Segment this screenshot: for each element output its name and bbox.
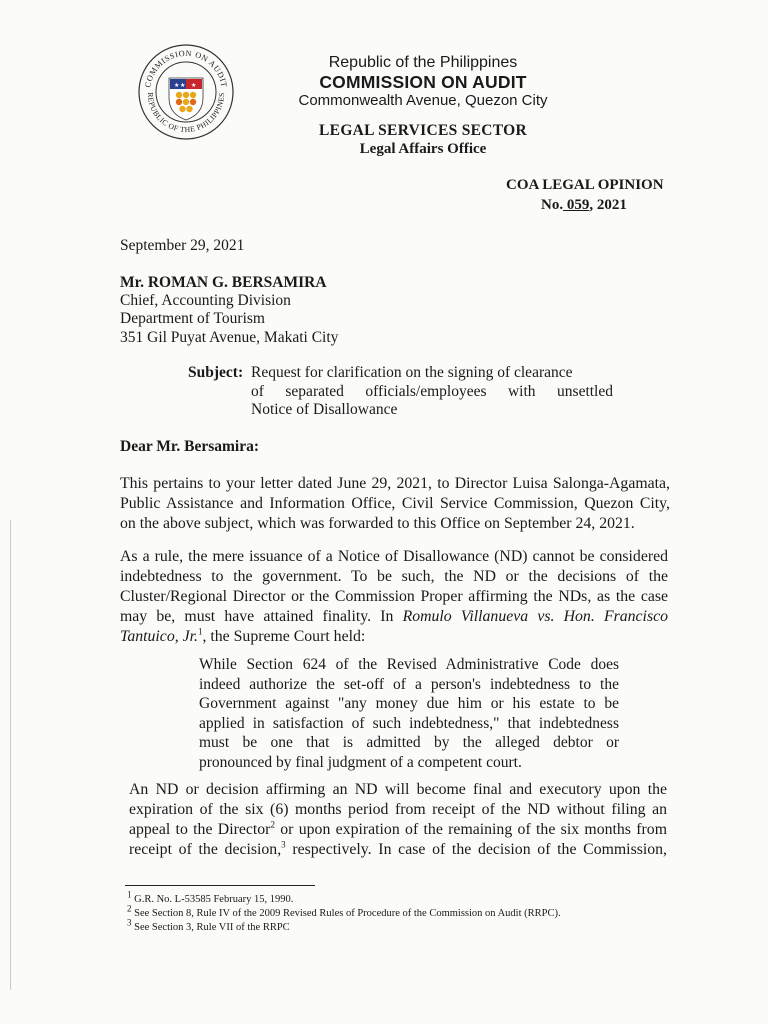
paragraph-3-line: appeal to the Director$^2$ or upon expiration of the remaining of the six months from bbox=[129, 819, 667, 838]
paragraph-2-line: indebtedness to the government. To be such, the ND or the decisions of the bbox=[120, 568, 668, 585]
svg-text:★: ★ bbox=[191, 83, 197, 89]
quote-line: While Section 624 of the Revised Administrative Code does bbox=[199, 656, 619, 673]
coa-seal-icon bbox=[136, 42, 236, 142]
footnote-3: $^3$ See Section 3, Rule VII of the RRPC bbox=[127, 917, 290, 933]
svg-text:★: ★ bbox=[180, 83, 186, 89]
paragraph-3-line: receipt of the decision,$^3$ respectively. In case of the decision of the Commission, bbox=[129, 839, 667, 858]
footnote-1: $^1$ G.R. No. L-53585 February 15, 1990. bbox=[127, 889, 294, 905]
addressee-department: Department of Tourism bbox=[120, 310, 265, 327]
quote-line: Government against "any money due him or his estate to be bbox=[199, 695, 619, 712]
subject-label: Subject: bbox=[188, 364, 244, 381]
paragraph-1 bbox=[120, 474, 670, 534]
footnote-ref-3: 3 bbox=[281, 839, 286, 850]
footnote-ref-1: 1 bbox=[197, 626, 203, 637]
addressee-position: Chief, Accounting Division bbox=[120, 292, 291, 309]
paragraph-1-line: This pertains to your letter dated June 29, 2021, to Director Luisa Salonga-Agamata, bbox=[120, 475, 670, 492]
sector-title: LEGAL SERVICES SECTOR bbox=[319, 122, 527, 139]
svg-text:★: ★ bbox=[174, 83, 180, 89]
paragraph-3 bbox=[129, 780, 667, 860]
addressee-address: 351 Gil Puyat Avenue, Makati City bbox=[120, 329, 339, 346]
paragraph-2-line: Tantuico, Jr.$^1$, the Supreme Court held: bbox=[120, 626, 366, 645]
subject-line-1: Request for clarification on the signing of clearance bbox=[251, 364, 573, 381]
header-agency: COMMISSION ON AUDIT bbox=[319, 72, 527, 92]
paragraph-1-line: on the above subject, which was forwarded to this Office on September 24, 2021. bbox=[120, 515, 635, 532]
office-title: Legal Affairs Office bbox=[359, 141, 487, 157]
paragraph-2 bbox=[120, 547, 668, 647]
paragraph-3-line: An ND or decision affirming an ND will become final and executory upon the bbox=[129, 781, 667, 798]
quote-line: must be one that is admitted by the alleged debtor or bbox=[199, 734, 619, 751]
letter-date: September 29, 2021 bbox=[120, 237, 245, 254]
opinion-title: COA LEGAL OPINION bbox=[506, 177, 664, 193]
footnote-2: $^2$ See Section 8, Rule IV of the 2009 Revised Rules of Procedure of the Commission on Audit (RRPC). bbox=[127, 903, 561, 919]
quote-line: indeed authorize the set-off of a person's indebtedness to the bbox=[199, 675, 619, 693]
seal-bottom-text: REPUBLIC OF THE PHILIPPINES bbox=[145, 92, 227, 135]
footnote-divider bbox=[125, 885, 315, 886]
quote-line: pronounced by final judgment of a competent court. bbox=[199, 753, 522, 771]
paragraph-2-line: Cluster/Regional Director or the Commission Proper affirming the NDs, as the case bbox=[120, 588, 668, 605]
footnote-ref-2: 2 bbox=[270, 819, 275, 830]
coa-seal bbox=[136, 42, 236, 142]
quote-line: applied in satisfaction of such indebtedness," that indebtedness bbox=[199, 714, 619, 732]
addressee-name: Mr. ROMAN G. BERSAMIRA bbox=[120, 274, 327, 291]
case-citation: Romulo Villanueva vs. Hon. Francisco bbox=[402, 608, 668, 625]
paragraph-1-line: Public Assistance and Information Office, Civil Service Commission, Quezon City, bbox=[120, 495, 670, 512]
subject-line-2: of separated officials/employees with unsettled bbox=[251, 383, 613, 400]
paragraph-2-line: may be, must have attained finality. In Romulo Villanueva vs. Hon. Francisco bbox=[120, 608, 668, 625]
paragraph-2-line: As a rule, the mere issuance of a Notice of Disallowance (ND) cannot be considered bbox=[120, 548, 668, 565]
block-quote bbox=[199, 655, 619, 772]
seal-top-text: COMMISSION ON AUDIT bbox=[143, 48, 229, 89]
subject-line-3: Notice of Disallowance bbox=[251, 401, 398, 418]
header-republic: Republic of the Philippines bbox=[328, 54, 518, 71]
salutation: Dear Mr. Bersamira: bbox=[120, 438, 260, 455]
paragraph-3-line: expiration of the six (6) months period from receipt of the ND without filing an bbox=[129, 801, 667, 818]
opinion-number: No. 059, 2021 bbox=[541, 197, 627, 213]
scan-edge bbox=[10, 520, 11, 990]
header-address: Commonwealth Avenue, Quezon City bbox=[298, 92, 548, 109]
